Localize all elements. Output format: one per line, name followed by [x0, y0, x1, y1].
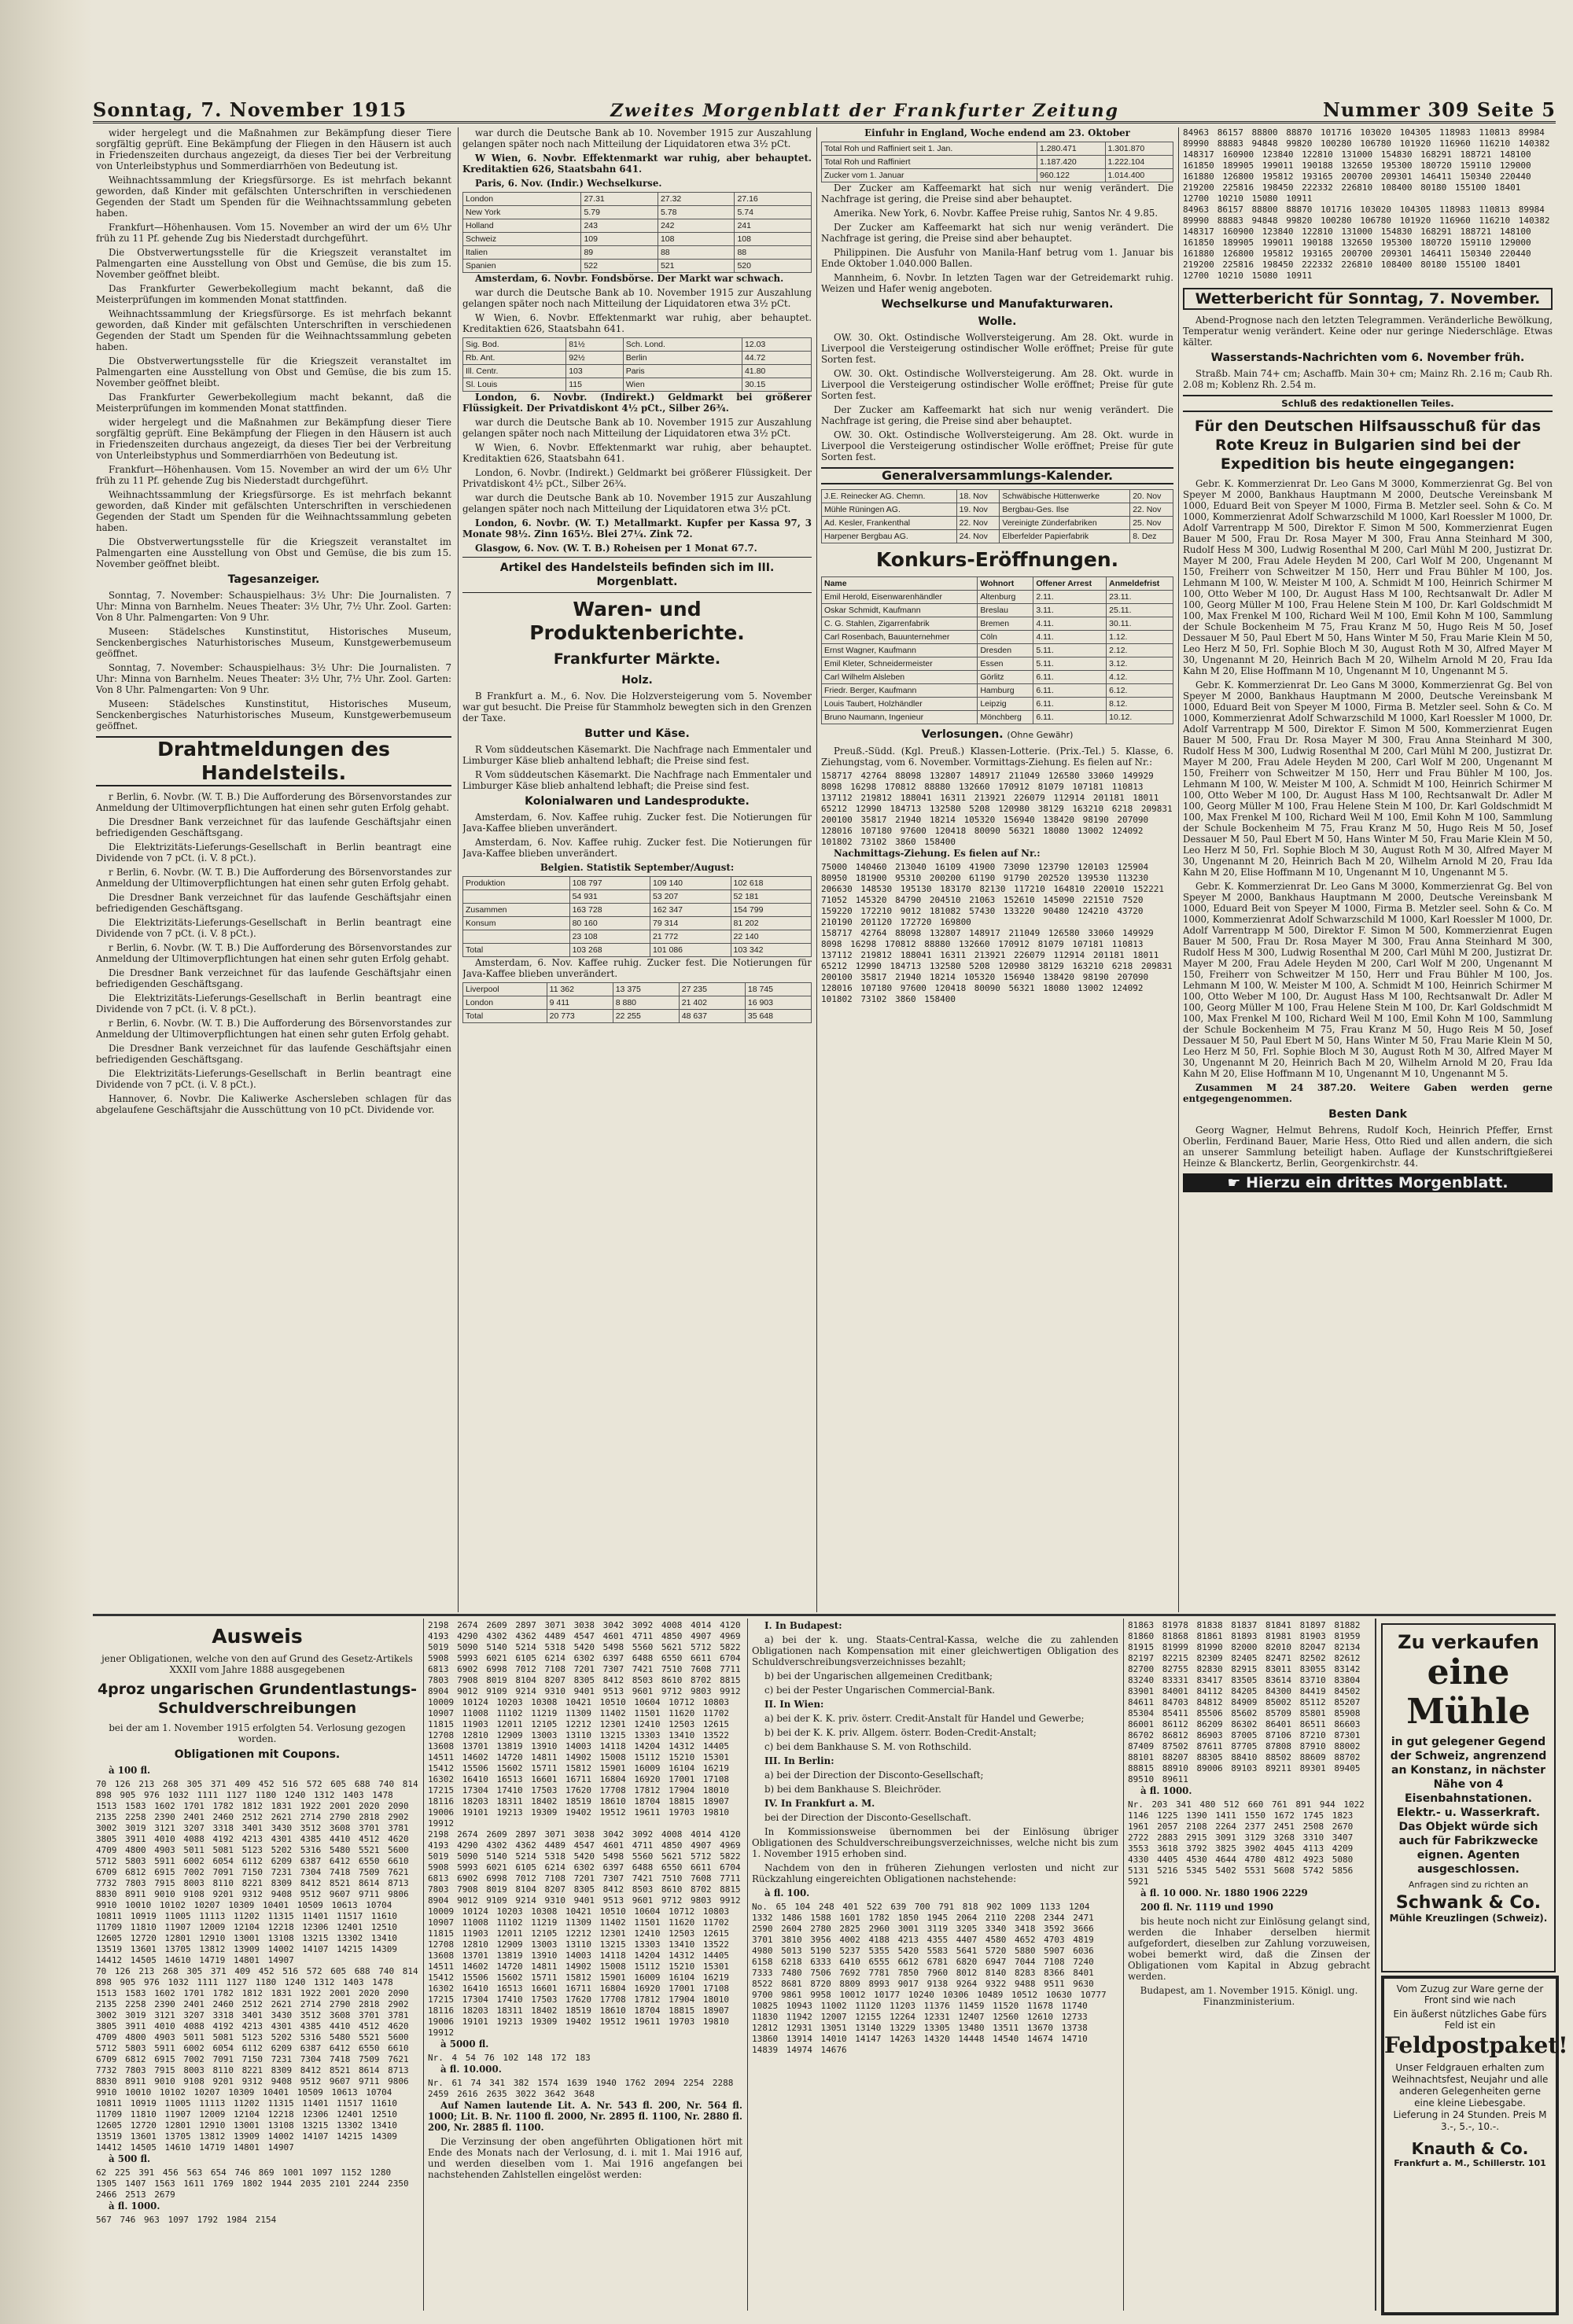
konkurs-row — [822, 711, 1173, 724]
konkurs-row — [822, 657, 1173, 671]
denomination-10000: à fl. 10.000. — [440, 2064, 502, 2075]
spendenliste: Gebr. K. Kommerzienrat Dr. Leo Gans M 3000, Kommerzienrat Gg. Bel von Speyer M 2000, Bankhaus Hauptmann M 2000, Deutsche Vereinsbank M 1000, Eduard Beit von Speyer M 1000, Firma B. Metzler seel. Sohn & Co. M 1000, Kommerzienrat Adolf Schwarzschild M 1000, Karl Roessler M 1000, Dr. Adolf Varrentrapp M 500, Direktor F. Simon M 500, Kommerzienrat Eugen Bauer M 500, Frau Dr. Rosa Mayer M 300, Frau Anna Steinhard M 300, Rudolf Hess M 300, Ludwig Rosenthal M 200, Carl Mühl M 200, Justizrat Dr. Mayer M 200, Frau Adele Heyden M 200, Carl Wolf M 200, Ungenannt M 150, Freiherr von Schweitzer M 150, Herr und Frau Bühler M 100, Jos. Lehmann M 100, W. Meister M 100, A. Schmidt M 100, Heinrich Schirmer M 100, Otto Weber M 100, Dr. August Hass M 100, Rechtsanwalt Dr. Adler M 100, Georg Müller M 100, Frau Helene Stein M 100, Dr. Karl Goldschmidt M 100, Max Frenkel M 100, Richard Weil M 100, Emil Kohn M 100, Sammlung der Schule Bockenheim M 75, Frau Kranz M 50, Hugo Reis M 50, Josef Dessauer M 50, Paul Ebert M 50, Hans Winter M 50, Frau Marie Klein M 50, Leo Herz M 50, Frl. Sophie Bloch M 30, August Roth M 30, Alfred Mayer M 30, Ungenannt M 20, Heinrich Bach M 20, Wilhelm Arnold M 20, Frau Ida Kahn M 20, Elise Hoffmann M 10, Ungenannt M 10, Ungenannt M 5. — [1183, 478, 1553, 676]
table-cell: Emil Kleter, Schneidermeister — [822, 657, 978, 671]
table-cell: Görlitz — [978, 671, 1033, 684]
ad-mid: Ein äußerst nützliches Gabe fürs Feld ist ein — [1393, 2009, 1547, 2031]
konkurs-row — [822, 698, 1173, 711]
table-cell: 8. Dez — [1130, 530, 1173, 543]
general-row — [822, 530, 1173, 543]
einfuhr-heading: Einfuhr in England, Woche endend am 23. Oktober — [864, 127, 1130, 138]
table-cell: 10.12. — [1107, 711, 1173, 724]
coupons-heading: Obligationen mit Coupons. — [174, 1748, 341, 1761]
table-cell: Total Roh und Raffiniert — [822, 156, 1037, 169]
table-cell: Schwäbische Hüttenwerke — [1000, 490, 1130, 503]
table-cell: 18. Nov — [956, 490, 1000, 503]
market-report-paris: Paris, 6. Nov. (Indir.) Wechselkurse. — [475, 178, 662, 189]
tagesanzeiger-text: Museen: Städelsches Kunstinstitut, Historisches Museum, Senckenbergisches Naturhistorisches Museum, Kunstgewerbemuseum geöffnet. — [96, 698, 451, 731]
table-cell: 25. Nov — [1130, 517, 1173, 530]
bond-numbers: 81863 81978 81838 81837 81841 81897 81882 81860 81868 81861 81893 81981 81903 81959 81915 81999 81990 82000 82010 82047 82134 82197 82215 82309 82405 82471 82502 82612 82700 82755 82830 82915 83011 83055 83142 83240 83331 83417 83505 83614 83710 83804 83901 84001 84112 84205 84300 84419 84502 84611 84703 84812 84909 85002 85112 85207 85304 85411 85506 85602 85709 85801 85908 86001 86112 86209 86302 86401 86511 86603 86702 86812 86903 87005 87106 87210 87301 87409 87502 87611 87705 87808 87910 88002 88101 88207 88305 88410 88502 88609 88702 88815 88910 89006 89103 89211 89301 89405 89510 89611 — [1128, 1620, 1361, 1784]
frankfurter-maerkte-heading: Frankfurter Märkte. — [553, 650, 721, 668]
wetterbericht-text: Abend-Prognose nach den letzten Telegrammen. Veränderliche Bewölkung, Temperatur wenig verändert. Keine oder nur geringe Niederschläge. Etwas kälter. — [1183, 315, 1553, 348]
article-paragraph: OW. 30. Okt. Ostindische Wollversteigerung. Am 28. Okt. wurde in Liverpool die Versteigerung ostindischer Wolle eröffnet; Preise für gute Sorten fest. — [821, 368, 1173, 401]
table-cell: Elberfelder Papierfabrik — [1000, 530, 1130, 543]
page-header — [93, 94, 1556, 123]
table-cell: 2.11. — [1033, 591, 1107, 604]
article-paragraph: Die Dresdner Bank verzeichnet für das laufende Geschäftsjahr einen befriedigenden Geschäftsgang. — [96, 967, 451, 989]
ausweis-verlost: bei der am 1. November 1915 erfolgten 54. Verlosung gezogen worden. — [109, 1722, 406, 1744]
article-paragraph: Die Elektrizitäts-Lieferungs-Gesellschaft in Berlin beantragt eine Dividende von 7 pCt. (i. V. 8 pCt.). — [96, 842, 451, 864]
bond-title: 4proz ungarischen Grundentlastungs-Schuldverschreibungen — [97, 1681, 418, 1717]
table-cell: 2.12. — [1107, 644, 1173, 657]
article-paragraph: Die Elektrizitäts-Lieferungs-Gesellschaft in Berlin beantragt eine Dividende von 7 pCt. (i. V. 8 pCt.). — [96, 1068, 451, 1090]
table-cell: Leipzig — [978, 698, 1033, 711]
market-report-amsterdam: Amsterdam, 6. Novbr. Fondsbörse. Der Markt war schwach. — [475, 273, 784, 284]
bond-numbers: 70 126 213 268 305 371 409 452 516 572 605 688 740 814 898 905 976 1032 1111 1127 1180 1240 1312 1403 1478 1513 1583 1602 1701 1782 1812 1831 1922 2001 2020 2090 2135 2258 2390 2401 2460 2512 2621 2714 2790 2818 2902 3002 3019 3121 3207 3318 3401 3430 3512 3608 3701 3781 3805 3911 4010 4088 4192 4213 4301 4385 4410 4512 4620 4709 4800 4903 5011 5081 5123 5202 5316 5480 5521 5600 5712 5803 5911 6002 6054 6112 6209 6387 6412 6550 6610 6709 6812 6915 7002 7091 7150 7231 7304 7418 7509 7621 7732 7803 7915 8003 8110 8221 8309 8412 8521 8614 8713 8830 8911 9010 9108 9201 9312 9408 9512 9607 9711 9806 9910 10010 10102 10207 10309 10401 10509 10613 10704 10811 10919 11005 11113 11202 11315 11401 11517 11610 11709 11810 11907 12009 12104 12218 12306 12401 12510 12605 12720 12801 12910 13001 13108 13215 13302 13410 13519 13601 13705 13812 13909 14002 14107 14215 14309 14412 14505 14610 14719 14801 14907 — [96, 1966, 418, 2153]
ausweis-title: Ausweis — [212, 1625, 303, 1648]
article-paragraph: Die Dresdner Bank verzeichnet für das laufende Geschäftsjahr einen befriedigenden Geschäftsgang. — [96, 892, 451, 914]
ad-feldpost — [1381, 1976, 1568, 2315]
wechsel-heading: Wechselkurse und Manufakturwaren. — [881, 298, 1114, 311]
table-cell: 1.222.104 — [1105, 156, 1173, 169]
ausweis-col-4 — [1128, 1620, 1370, 2311]
table-cell: Cöln — [978, 631, 1033, 644]
zahlstelle-text: b) bei der Ungarischen allgemeinen Creditbank; — [764, 1670, 993, 1681]
dank-text: Georg Wagner, Helmut Behrens, Rudolf Koch, Heinrich Pfeffer, Ernst Oberlin, Ferdinand Bauer, Marie Hess, Otto Ried und allen andern, die sich an unserer Sammlung beteiligt haben. Auflage der Kunstschriftgießerei Heinze & Blanckertz, Berlin, Georgenkirchstr. 44. — [1183, 1125, 1553, 1169]
bond-numbers: 2198 2674 2609 2897 3071 3038 3042 3092 4008 4014 4120 4193 4290 4302 4362 4489 4547 4601 4711 4850 4907 4969 5019 5090 5140 5214 5318 5420 5498 5560 5621 5712 5822 5908 5993 6021 6105 6214 6302 6397 6488 6550 6611 6704 6813 6902 6998 7012 7108 7201 7307 7421 7510 7608 7711 7803 7908 8019 8104 8207 8305 8412 8503 8610 8702 8815 8904 9012 9109 9214 9310 9401 9513 9601 9712 9803 9912 10009 10124 10203 10308 10421 10510 10604 10712 10803 10907 11008 11102 11219 11309 11402 11501 11620 11702 11815 11903 12011 12105 12212 12301 12410 12503 12615 12708 12810 12909 13003 13110 13215 13303 13410 13522 13608 13701 13819 13910 14003 14118 14204 14312 14405 14511 14602 14720 14811 14902 15008 15112 15210 15301 15412 15506 15602 15711 15812 15901 16009 16104 16219 16302 16410 16513 16601 16711 16804 16920 17001 17108 17215 17304 17410 17503 17620 17708 17812 17904 18010 18116 18203 18311 18402 18519 18610 18704 18815 18907 19006 19101 19213 19309 19402 19512 19611 19703 19810 19912 — [428, 1620, 741, 1829]
column-4 — [1183, 127, 1553, 1612]
verlosung-heading — [821, 727, 1173, 742]
article-paragraph: Der Zucker am Kaffeemarkt hat sich nur wenig verändert. Die Nachfrage ist gering, die Preise sind aber behauptet. — [821, 404, 1173, 426]
artikel-notice: Artikel des Handelsteils befinden sich im III. Morgenblatt. — [462, 557, 812, 593]
article-paragraph: Weihnachtssammlung der Kriegsfürsorge. Es ist mehrfach bekannt geworden, daß Kinder mit gefälschten Unterschriften in verschiedenen Gegenden der Stadt um Spenden für die Weihnachtssammlung gebeten haben. — [96, 308, 451, 352]
general-row — [822, 503, 1173, 517]
table-cell: Ernst Wagner, Kaufmann — [822, 644, 978, 657]
general-row — [822, 517, 1173, 530]
lottery-numbers: 75000 140460 213040 16109 41900 73090 123790 120103 125904 80950 181900 95310 200200 61190 91790 202520 139530 113230 206630 148530 195130 183170 82130 117210 164810 220010 152221 71052 145320 84790 204510 21063 152610 145090 221510 7520 159220 172210 9012 181082 57430 133220 90480 124210 43720 210190 201120 172720 169800 — [821, 862, 1164, 927]
table-cell: Hamburg — [978, 684, 1033, 698]
bond-numbers: 2198 2674 2609 2897 3071 3038 3042 3092 4008 4014 4120 4193 4290 4302 4362 4489 4547 4601 4711 4850 4907 4969 5019 5090 5140 5214 5318 5420 5498 5560 5621 5712 5822 5908 5993 6021 6105 6214 6302 6397 6488 6550 6611 6704 6813 6902 6998 7012 7108 7201 7307 7421 7510 7608 7711 7803 7908 8019 8104 8207 8305 8412 8503 8610 8702 8815 8904 9012 9109 9214 9310 9401 9513 9601 9712 9803 9912 10009 10124 10203 10308 10421 10510 10604 10712 10803 10907 11008 11102 11219 11309 11402 11501 11620 11702 11815 11903 12011 12105 12212 12301 12410 12503 12615 12708 12810 12909 13003 13110 13215 13303 13410 13522 13608 13701 13819 13910 14003 14118 14204 14312 14405 14511 14602 14720 14811 14902 15008 15112 15210 15301 15412 15506 15602 15711 15812 15901 16009 16104 16219 16302 16410 16513 16601 16711 16804 16920 17001 17108 17215 17304 17410 17503 17620 17708 17812 17904 18010 18116 18203 18311 18402 18519 18610 18704 18815 18907 19006 19101 19213 19309 19402 19512 19611 19703 19810 19912 — [428, 1829, 741, 2038]
holz-heading: Holz. — [621, 674, 653, 687]
article-paragraph: war durch die Deutsche Bank ab 10. November 1915 zur Auszahlung gelangen später noch nach Mitteilung der Liquidatoren etwa 3½ pCt. — [462, 492, 812, 514]
zahlstelle-berlin: III. In Berlin: — [764, 1755, 834, 1766]
table-cell: 23.11. — [1107, 591, 1173, 604]
table-cell: 1.280.471 — [1037, 142, 1105, 156]
column-3 — [821, 127, 1173, 1612]
table-cell: C. G. Stahlen, Zigarrenfabrik — [822, 617, 978, 631]
table-cell: Essen — [978, 657, 1033, 671]
butter-heading: Butter und Käse. — [584, 727, 690, 740]
wolle-heading: Wolle. — [978, 315, 1017, 328]
column-header: Wohnort — [978, 577, 1033, 591]
article-paragraph: London, 6. Novbr. (Indirekt.) Geldmarkt bei größerer Flüssigkeit. Der Privatdiskont 4½ pCt., Silber 26¾. — [462, 467, 812, 489]
zahlstelle-text: In Kommissionsweise übernommen bei der Einlösung übriger Obligationen des Schuldverschreibungsverzeichnisses, welche nicht bis zum 1. November 1915 erhoben sind. — [752, 1826, 1118, 1859]
article-paragraph: war durch die Deutsche Bank ab 10. November 1915 zur Auszahlung gelangen später noch nach Mitteilung der Liquidatoren etwa 3½ pCt. — [462, 417, 812, 439]
spendenliste: Gebr. K. Kommerzienrat Dr. Leo Gans M 3000, Kommerzienrat Gg. Bel von Speyer M 2000, Bankhaus Hauptmann M 2000, Deutsche Vereinsbank M 1000, Eduard Beit von Speyer M 1000, Firma B. Metzler seel. Sohn & Co. M 1000, Kommerzienrat Adolf Schwarzschild M 1000, Karl Roessler M 1000, Dr. Adolf Varrentrapp M 500, Direktor F. Simon M 500, Kommerzienrat Eugen Bauer M 500, Frau Dr. Rosa Mayer M 300, Frau Anna Steinhard M 300, Rudolf Hess M 300, Ludwig Rosenthal M 200, Carl Mühl M 200, Justizrat Dr. Mayer M 200, Frau Adele Heyden M 200, Carl Wolf M 200, Ungenannt M 150, Freiherr von Schweitzer M 150, Herr und Frau Bühler M 100, Jos. Lehmann M 100, W. Meister M 100, A. Schmidt M 100, Heinrich Schirmer M 100, Otto Weber M 100, Dr. August Hass M 100, Rechtsanwalt Dr. Adler M 100, Georg Müller M 100, Frau Helene Stein M 100, Dr. Karl Goldschmidt M 100, Max Frenkel M 100, Richard Weil M 100, Emil Kohn M 100, Sammlung der Schule Bockenheim M 75, Frau Kranz M 50, Hugo Reis M 50, Josef Dessauer M 50, Paul Ebert M 50, Hans Winter M 50, Frau Marie Klein M 50, Leo Herz M 50, Frl. Sophie Bloch M 30, August Roth M 30, Alfred Mayer M 30, Ungenannt M 20, Heinrich Bach M 20, Wilhelm Arnold M 20, Frau Ida Kahn M 20, Elise Hoffmann M 10, Ungenannt M 10, Ungenannt M 5. — [1183, 881, 1553, 1079]
column-rule — [1375, 1619, 1376, 2311]
table-cell: Zucker vom 1. Januar — [822, 169, 1037, 182]
ausweis-col-1 — [96, 1620, 418, 2311]
ad-big: eine Mühle — [1406, 1652, 1531, 1732]
table-cell: Total Roh und Raffiniert seit 1. Jan. — [822, 142, 1037, 156]
table-cell: Bruno Naumann, Ingenieur — [822, 711, 978, 724]
bond-numbers: Nr. 203 341 480 512 660 761 891 944 1022 1146 1225 1390 1411 1550 1672 1745 1823 1961 2057 2108 2264 2377 2451 2508 2670 2722 2883 2915 3091 3129 3268 3310 3407 3553 3618 3792 3825 3902 4045 4113 4209 4330 4405 4530 4644 4780 4812 4923 5080 5131 5216 5345 5402 5531 5608 5742 5856 5921 — [1128, 1799, 1365, 1887]
column-1 — [96, 127, 451, 1612]
ausweis-sub: jener Obligationen, welche von den auf Grund des Gesetz-Artikels XXXII vom Jahre 1888 ausgegebenen — [101, 1653, 413, 1675]
table-cell: 4.11. — [1033, 617, 1107, 631]
tagesanzeiger-text: Sonntag, 7. November: Schauspielhaus: 3½ Uhr: Die Journalisten. 7 Uhr: Minna von Barnhelm. Neues Theater: 3½ Uhr, 7½ Uhr. Zool. Garten: Von 8 Uhr. Palmengarten: Von 9 Uhr. — [96, 662, 451, 695]
table-cell: 6.11. — [1033, 671, 1107, 684]
article-paragraph: B Frankfurt a. M., 6. Nov. Die Holzversteigerung vom 5. November war gut besucht. Die Preise für Stammholz bewegten sich in den Grenzen der Taxe. — [462, 691, 812, 724]
ad-text: in gut gelegener Gegend der Schweiz, angrenzend an Konstanz, in nächster Nähe von 4 Eisenbahnstationen. Elektr.- u. Wasserkraft. Das Objekt würde sich auch für Fabrikzwecke eignen. Agenten ausgeschlossen. — [1390, 1736, 1547, 1876]
article-paragraph: OW. 30. Okt. Ostindische Wollversteigerung. Am 28. Okt. wurde in Liverpool die Versteigerung ostindischer Wolle eröffnet; Preise für gute Sorten fest. — [821, 332, 1173, 365]
denomination-100: à fl. 100. — [764, 1888, 810, 1899]
zahlstelle-text: c) bei dem Bankhause S. M. von Rothschild. — [764, 1741, 972, 1752]
bond-numbers: Nr. 4 54 76 102 148 172 183 — [428, 2053, 591, 2063]
article-paragraph: Der Zucker am Kaffeemarkt hat sich nur wenig verändert. Die Nachfrage ist gering, die Preise sind aber behauptet. — [821, 182, 1173, 204]
bond-numbers: 70 126 213 268 305 371 409 452 516 572 605 688 740 814 898 905 976 1032 1111 1127 1180 1240 1312 1403 1478 1513 1583 1602 1701 1782 1812 1831 1922 2001 2020 2090 2135 2258 2390 2401 2460 2512 2621 2714 2790 2818 2902 3002 3019 3121 3207 3318 3401 3430 3512 3608 3701 3781 3805 3911 4010 4088 4192 4213 4301 4385 4410 4512 4620 4709 4800 4903 5011 5081 5123 5202 5316 5480 5521 5600 5712 5803 5911 6002 6054 6112 6209 6387 6412 6550 6610 6709 6812 6915 7002 7091 7150 7231 7304 7418 7509 7621 7732 7803 7915 8003 8110 8221 8309 8412 8521 8614 8713 8830 8911 9010 9108 9201 9312 9408 9512 9607 9711 9806 9910 10010 10102 10207 10309 10401 10509 10613 10704 10811 10919 11005 11113 11202 11315 11401 11517 11610 11709 11810 11907 12009 12104 12218 12306 12401 12510 12605 12720 12801 12910 13001 13108 13215 13302 13410 13519 13601 13705 13812 13909 14002 14107 14215 14309 14412 14505 14610 14719 14801 14907 — [96, 1779, 418, 1965]
verlosung-title: Verlosungen. — [921, 728, 1004, 741]
denomination-5000: à 5000 fl. — [440, 2039, 489, 2050]
article-paragraph: Die Dresdner Bank verzeichnet für das laufende Geschäftsjahr einen befriedigenden Geschäftsgang. — [96, 1043, 451, 1065]
zahlstelle-text: b) bei der K. K. priv. Allgem. österr. Boden-Credit-Anstalt; — [764, 1727, 1037, 1738]
generalversammlung-table — [821, 489, 1173, 543]
verlosung-sub: (Ohne Gewähr) — [1007, 730, 1074, 740]
zahlstelle-text: a) bei der K. K. priv. österr. Credit-Anstalt für Handel und Gewerbe; — [764, 1713, 1085, 1724]
article-paragraph: Die Obstverwertungsstelle für die Kriegszeit veranstaltet im Palmengarten eine Ausstellung von Obst und Gemüse, die bis zum 15. November geöffnet bleibt. — [96, 536, 451, 569]
table-cell: Harpener Bergbau AG. — [822, 530, 957, 543]
bond-numbers: 62 225 391 456 563 654 746 869 1001 1097 1152 1280 1305 1407 1563 1611 1769 1802 1944 2035 2101 2244 2350 2466 2513 2679 — [96, 2167, 409, 2200]
ad-top: Zu verkaufen — [1398, 1631, 1539, 1653]
einfuhr-table — [821, 142, 1173, 182]
table-cell: Emil Herold, Eisenwarenhändler — [822, 591, 978, 604]
table-cell: 1.014.400 — [1105, 169, 1173, 182]
zahlstelle-text: a) bei der k. ung. Staats-Central-Kassa, welche die zu zahlenden Obligationen nach Kompensation mit einer gleichwertigen Obligation des Schuldverschreibungsverzeichnisses bezahlt; — [752, 1634, 1118, 1667]
bond-numbers: Nr. 61 74 341 382 1574 1639 1940 1762 2094 2254 2288 2459 2616 2635 3022 3642 3648 — [428, 2078, 734, 2099]
table-cell: Bergbau-Ges. Ilse — [1000, 503, 1130, 517]
header-date: Sonntag, 7. November 1915 — [93, 98, 407, 121]
zahlstelle-text: b) bei dem Bankhause S. Bleichröder. — [764, 1784, 941, 1795]
table-cell: 6.12. — [1107, 684, 1173, 698]
article-paragraph: r Berlin, 6. Novbr. (W. T. B.) Die Aufforderung des Börsenvorstandes zur Anmeldung der Ultimoverpflichtungen hat einen sehr guten Erfolg gehabt. — [96, 791, 451, 813]
table-cell: 1.301.870 — [1105, 142, 1173, 156]
table-cell: Oskar Schmidt, Kaufmann — [822, 604, 978, 617]
konkurs-row — [822, 684, 1173, 698]
konkurs-heading: Konkurs-Eröffnungen. — [875, 548, 1119, 571]
belgien-table: Produktion 108 797 109 140 102 618 54 931 53 207 52 181 Zusammen 163 728 162 347 154 799 Konsum 80 160 79 314 81 202 23 108 21 772 22 140 Total 103 268 101 086 103 342 — [462, 876, 812, 957]
einfuhr-row — [822, 169, 1173, 182]
zahlstelle-budapest: I. In Budapest: — [764, 1620, 842, 1631]
schluss-text: bis heute noch nicht zur Einlösung gelangt sind, werden die Inhaber derselben hiermit aufgefordert, dieselben zur Zahlung vorzuweisen, wobei bemerkt wird, daß die Zinsen der Obligationen vom Kapital in Abzug gebracht werden. — [1128, 1916, 1370, 1982]
konkurs-row — [822, 604, 1173, 617]
table-cell: Altenburg — [978, 591, 1033, 604]
drahtmeldungen-heading: Drahtmeldungen des Handelsteils. — [96, 736, 451, 786]
tagesanzeiger-text: Sonntag, 7. November: Schauspielhaus: 3½ Uhr: Die Journalisten. 7 Uhr: Minna von Barnhelm. Neues Theater: 3½ Uhr, 7½ Uhr. Zool. Garten: Von 8 Uhr. Palmengarten: Von 9 Uhr. — [96, 590, 451, 623]
ad-muehle — [1381, 1623, 1556, 1972]
denomination-1000: à fl. 1000. — [109, 2201, 160, 2212]
ad-firma: Schwank & Co. — [1395, 1893, 1542, 1913]
lottery-numbers: 158717 42764 88098 132807 148917 211049 126580 33060 149929 8098 16298 170812 88880 132660 170912 81079 107181 110813 137112 219812 188041 16311 213921 226079 112914 201181 18011 65212 12990 184713 132580 5208 120980 38129 163210 6218 209831 200100 35817 21940 18214 105320 156940 138420 98190 207090 128016 107180 97600 120418 80090 56321 18080 13002 124092 101802 73102 3860 158400 — [821, 928, 1173, 1004]
table-cell: 3.11. — [1033, 604, 1107, 617]
table-cell: 5.11. — [1033, 644, 1107, 657]
table-cell: 6.11. — [1033, 698, 1107, 711]
ad-top: Vom Zuzug zur Ware gerne der Front sind wie nach — [1396, 1983, 1544, 2005]
zahlstelle-text: bei der Direction der Disconto-Gesellschaft. — [764, 1812, 971, 1823]
denomination-500: à 500 fl. — [109, 2153, 151, 2164]
denomination-100: à 100 fl. — [109, 1765, 151, 1776]
article-paragraph: r Berlin, 6. Novbr. (W. T. B.) Die Aufforderung des Börsenvorstandes zur Anmeldung der Ultimoverpflichtungen hat einen sehr guten Erfolg gehabt. — [96, 867, 451, 889]
table-cell: Friedr. Berger, Kaufmann — [822, 684, 978, 698]
article-paragraph: Frankfurt—Höhenhausen. Vom 15. November an wird der um 6½ Uhr früh zu 11 Pf. gehende Zug bis Niederstadt durchgeführt. — [96, 222, 451, 244]
article-paragraph: R Vom süddeutschen Käsemarkt. Die Nachfrage nach Emmentaler und Limburger Käse blieb anhaltend lebhaft; die Preise sind fest. — [462, 769, 812, 791]
morgenblatt-notice — [1183, 1173, 1553, 1192]
kolonial-heading: Kolonialwaren und Landesprodukte. — [525, 795, 750, 808]
column-rule — [458, 127, 459, 1612]
table-cell: 20. Nov — [1130, 490, 1173, 503]
article-paragraph: r Berlin, 6. Novbr. (W. T. B.) Die Aufforderung des Börsenvorstandes zur Anmeldung der Ultimoverpflichtungen hat einen sehr guten Erfolg gehabt. — [96, 1018, 451, 1040]
article-paragraph: wider hergelegt und die Maßnahmen zur Bekämpfung dieser Tiere sorgfältig geprüft. Eine Bekämpfung der Fliegen in den Häusern ist auch in Friedenszeiten durchaus angezeigt, da dieses Tier bei der Verbreitung von Unterleibstyphus und Sommerdiarrhöen von Bedeutung ist. — [96, 417, 451, 461]
header-masthead: Zweites Morgenblatt der Frankfurter Zeitung — [610, 101, 1120, 121]
column-rule — [1123, 1619, 1124, 2311]
lottery-numbers: 84963 86157 88800 88870 101716 103020 104305 118983 110813 89984 89990 88883 94848 99820 100280 106780 101920 116960 116210 140382 148317 160900 123840 122810 131000 154830 168291 188721 148100 161850 189905 199011 190188 132650 195300 180720 159110 129000 161880 126800 195812 193165 200700 209301 146411 150340 220440 219200 225816 198450 222332 226810 108400 80180 155100 18401 12700 10210 15080 10911 — [1183, 127, 1550, 204]
table-cell: 4.11. — [1033, 631, 1107, 644]
table-cell: 22. Nov — [956, 517, 1000, 530]
article-paragraph: Die Elektrizitäts-Lieferungs-Gesellschaft in Berlin beantragt eine Dividende von 7 pCt. (i. V. 8 pCt.). — [96, 917, 451, 939]
market-report-metals: London, 6. Novbr. (W. T.) Metallmarkt. Kupfer per Kassa 97, 3 Monate 98½. Zinn 165½. Blei 27¼. Zink 72. — [462, 517, 812, 540]
schluss-redaktion: Schluß des redaktionellen Teiles. — [1183, 395, 1553, 412]
table-cell: 19. Nov — [956, 503, 1000, 517]
bond-numbers: 567 746 963 1097 1792 1984 2154 — [96, 2215, 277, 2225]
table-cell: Ad. Kesler, Frankenthal — [822, 517, 957, 530]
article-paragraph: Hannover, 6. Novbr. Die Kaliwerke Aschersleben schlagen für das abgelaufene Geschäftsjahr die Ausschüttung von 10 pCt. Dividende vor. — [96, 1093, 451, 1115]
column-rule — [423, 1619, 424, 2311]
konkurs-row — [822, 671, 1173, 684]
table-cell: 30.11. — [1107, 617, 1173, 631]
table-cell: 25.11. — [1107, 604, 1173, 617]
generalversammlung-heading: Generalversammlungs-Kalender. — [821, 467, 1173, 484]
verlosung-text: Preuß.-Südd. (Kgl. Preuß.) Klassen-Lotterie. (Prix.-Tel.) 5. Klasse, 6. Ziehungstag, vom 6. November. Vormittags-Ziehung. Es fielen auf Nr.: — [821, 746, 1173, 768]
spendenliste: Gebr. K. Kommerzienrat Dr. Leo Gans M 3000, Kommerzienrat Gg. Bel von Speyer M 2000, Bankhaus Hauptmann M 2000, Deutsche Vereinsbank M 1000, Eduard Beit von Speyer M 1000, Firma B. Metzler seel. Sohn & Co. M 1000, Kommerzienrat Adolf Schwarzschild M 1000, Karl Roessler M 1000, Dr. Adolf Varrentrapp M 500, Direktor F. Simon M 500, Kommerzienrat Eugen Bauer M 500, Frau Dr. Rosa Mayer M 300, Frau Anna Steinhard M 300, Rudolf Hess M 300, Ludwig Rosenthal M 200, Carl Mühl M 200, Justizrat Dr. Mayer M 200, Frau Adele Heyden M 200, Carl Wolf M 200, Ungenannt M 150, Freiherr von Schweitzer M 150, Herr und Frau Bühler M 100, Jos. Lehmann M 100, W. Meister M 100, A. Schmidt M 100, Heinrich Schirmer M 100, Otto Weber M 100, Dr. August Hass M 100, Rechtsanwalt Dr. Adler M 100, Georg Müller M 100, Frau Helene Stein M 100, Dr. Karl Goldschmidt M 100, Max Frenkel M 100, Richard Weil M 100, Emil Kohn M 100, Sammlung der Schule Bockenheim M 75, Frau Kranz M 50, Hugo Reis M 50, Josef Dessauer M 50, Paul Ebert M 50, Hans Winter M 50, Frau Marie Klein M 50, Leo Herz M 50, Frl. Sophie Bloch M 30, August Roth M 30, Alfred Mayer M 30, Ungenannt M 20, Heinrich Bach M 20, Wilhelm Arnold M 20, Frau Ida Kahn M 20, Elise Hoffmann M 10, Ungenannt M 10, Ungenannt M 5. — [1183, 680, 1553, 878]
konkurs-row — [822, 617, 1173, 631]
zahlstelle-text: c) bei der Pester Ungarischen Commercial-Bank. — [764, 1685, 996, 1696]
wasserstand-heading: Wasserstands-Nachrichten vom 6. November früh. — [1210, 352, 1525, 364]
article-paragraph: war durch die Deutsche Bank ab 10. November 1915 zur Auszahlung gelangen später noch nach Mitteilung der Liquidatoren etwa 3½ pCt. — [462, 127, 812, 149]
scan-left-edge — [0, 0, 93, 2324]
column-header: Anmeldefrist — [1107, 577, 1173, 591]
article-paragraph: r Berlin, 6. Novbr. (W. T. B.) Die Aufforderung des Börsenvorstandes zur Anmeldung der Ultimoverpflichtungen hat einen sehr guten Erfolg gehabt. — [96, 942, 451, 964]
konkurs-row — [822, 644, 1173, 657]
konkurs-row — [822, 631, 1173, 644]
table-cell: 6.11. — [1033, 684, 1107, 698]
einfuhr-row — [822, 156, 1173, 169]
column-rule — [1178, 127, 1179, 1612]
table-cell: Louis Taubert, Holzhändler — [822, 698, 978, 711]
pointing-hand-icon: ☛ — [1227, 1174, 1247, 1191]
table-cell: Carl Rosenbach, Bauunternehmer — [822, 631, 978, 644]
article-paragraph: W Wien, 6. Novbr. Effektenmarkt war ruhig, aber behauptet. Kreditaktien 626, Staatsbahn 641. — [462, 312, 812, 334]
article-paragraph: Amsterdam, 6. Nov. Kaffee ruhig. Zucker fest. Die Notierungen für Java-Kaffee blieben unverändert. — [462, 837, 812, 859]
nachmittag-heading: Nachmittags-Ziehung. Es fielen auf Nr.: — [834, 848, 1041, 859]
table-cell: Mühle Rüningen AG. — [822, 503, 957, 517]
article-paragraph: W Wien, 6. Novbr. Effektenmarkt war ruhig, aber behauptet. Kreditaktien 626, Staatsbahn 641. — [462, 442, 812, 464]
table-cell: 960.122 — [1037, 169, 1105, 182]
article-paragraph: Mannheim, 6. Novbr. In letzten Tagen war der Getreidemarkt ruhig. Weizen und Hafer wenig angeboten. — [821, 272, 1173, 294]
denomination-1000: à fl. 1000. — [1140, 1785, 1192, 1796]
warenberichte-heading: Waren- und Produktenberichte. — [529, 598, 745, 644]
ad-ort: Mühle Kreuzlingen (Schweiz). — [1389, 1913, 1548, 1924]
zahlstelle-text: a) bei der Direction der Disconto-Gesellschaft; — [764, 1770, 984, 1781]
table-cell: 8.12. — [1107, 698, 1173, 711]
column-rule — [816, 127, 817, 1612]
belgien-heading: Belgien. Statistik September/August: — [540, 862, 735, 873]
wechselkurse-table: London 27.31 27.32 27.16 New York 5.79 5.78 5.74 Holland 243 242 241 Schweiz 109 108 108 Italien 89 88 88 Spanien 522 521 520 — [462, 192, 812, 273]
article-paragraph: Weihnachtssammlung der Kriegsfürsorge. Es ist mehrfach bekannt geworden, daß Kinder mit gefälschten Unterschriften in verschiedenen Gegenden der Stadt um Spenden für die Weihnachtssammlung gebeten haben. — [96, 489, 451, 533]
table-cell: 22. Nov — [1130, 503, 1173, 517]
ad-addr: Frankfurt a. M., Schillerstr. 101 — [1394, 2158, 1546, 2168]
table-cell: J.E. Reinecker AG. Chemn. — [822, 490, 957, 503]
article-paragraph: OW. 30. Okt. Ostindische Wollversteigerung. Am 28. Okt. wurde in Liverpool die Versteigerung ostindischer Wolle eröffnet; Preise für gute Sorten fest. — [821, 429, 1173, 462]
column-2 — [462, 127, 812, 1612]
verzinsung-text: Die Verzinsung der oben angeführten Obligationen hört mit Ende des Monats nach der Verlosung, d. i. mit 1. Mai 1916 auf, und werden dieselben vom 1. Mai 1916 angefangen bei nachstehenden Zahlstellen eingelöst werden: — [428, 2136, 742, 2180]
table-cell: 5.11. — [1033, 657, 1107, 671]
zahlstelle-frankfurt: IV. In Frankfurt a. M. — [764, 1798, 875, 1809]
column-header: Offener Arrest — [1033, 577, 1107, 591]
article-paragraph: Das Frankfurter Gewerbekollegium macht bekannt, daß die Meisterprüfungen im kommenden Monat stattfinden. — [96, 392, 451, 414]
amsterdam-table: Sig. Bod. 81½ Sch. Lond. 12.03 Rb. Ant. 92½ Berlin 44.72 Ill. Centr. 103 Paris 41.80 Sl. Louis 115 Wien 30.15 — [462, 337, 812, 392]
spenden-summe: Zusammen M 24 387.20. Weitere Gaben werden gerne entgegengenommen. — [1183, 1082, 1553, 1104]
ausweis-col-3 — [752, 1620, 1118, 2311]
article-paragraph: Weihnachtssammlung der Kriegsfürsorge. Es ist mehrfach bekannt geworden, daß Kinder mit gefälschten Unterschriften in verschiedenen Gegenden der Stadt um Spenden für die Weihnachtssammlung gebeten haben. — [96, 175, 451, 219]
column-header: Name — [822, 577, 978, 591]
ad-big: Feldpostpaket! — [1384, 2032, 1568, 2058]
article-paragraph: Die Dresdner Bank verzeichnet für das laufende Geschäftsjahr einen befriedigenden Geschäftsgang. — [96, 816, 451, 838]
bond-numbers: No. 65 104 248 401 522 639 700 791 818 902 1009 1133 1204 1332 1486 1588 1601 1782 1850 1945 2064 2110 2208 2344 2471 2590 2604 2780 2825 2960 3001 3119 3205 3340 3418 3592 3666 3701 3810 3956 4002 4188 4213 4355 4407 4580 4652 4703 4819 4980 5013 5190 5237 5355 5420 5583 5641 5720 5880 5907 6036 6158 6218 6333 6410 6555 6612 6781 6820 6947 7044 7108 7240 7333 7480 7506 7692 7781 7850 7960 8012 8140 8283 8366 8401 8522 8681 8720 8809 8993 9017 9138 9264 9322 9488 9511 9630 9700 9861 9958 10012 10177 10240 10306 10489 10512 10630 10777 10825 10943 11002 11120 11203 11376 11459 11520 11678 11740 11830 11942 12007 12155 12264 12331 12407 12560 12610 12733 12812 12931 13051 13140 13229 13305 13480 13511 13670 13738 13860 13914 14010 14147 14263 14320 14448 14540 14674 14710 14839 14974 14676 — [752, 1902, 1107, 2055]
article-paragraph: Die Elektrizitäts-Lieferungs-Gesellschaft in Berlin beantragt eine Dividende von 7 pCt. (i. V. 8 pCt.). — [96, 993, 451, 1015]
namen-obligationen: Auf Namen lautende Lit. A. Nr. 543 fl. 200, Nr. 564 fl. 1000; Lit. B. Nr. 1100 fl. 2000, Nr. 2895 fl. 1100, Nr. 2880 fl. 200, Nr. 2885 fl. 1100. — [428, 2100, 742, 2133]
lottery-numbers: 158717 42764 88098 132807 148917 211049 126580 33060 149929 8098 16298 170812 88880 132660 170912 81079 107181 110813 137112 219812 188041 16311 213921 226079 112914 201181 18011 65212 12990 184713 132580 5208 120980 38129 163210 6218 209831 200100 35817 21940 18214 105320 156940 138420 98190 207090 128016 107180 97600 120418 80090 56321 18080 13002 124092 101802 73102 3860 158400 — [821, 771, 1173, 847]
column-rule — [747, 1619, 748, 2311]
article-paragraph: Amsterdam, 6. Nov. Kaffee ruhig. Zucker fest. Die Notierungen für Java-Kaffee blieben unverändert. — [462, 812, 812, 834]
table-cell: Carl Wilhelm Alsleben — [822, 671, 978, 684]
lottery-numbers: 84963 86157 88800 88870 101716 103020 104305 118983 110813 89984 89990 88883 94848 99820 100280 106780 101920 116960 116210 140382 148317 160900 123840 122810 131000 154830 168291 188721 148100 161850 189905 199011 190188 132650 195300 180720 159110 129000 161880 126800 195812 193165 200700 209301 146411 150340 220440 219200 225816 198450 222332 226810 108400 80180 155100 18401 12700 10210 15080 10911 — [1183, 204, 1550, 281]
konkurs-table — [821, 576, 1173, 724]
table-cell: Dresden — [978, 644, 1033, 657]
zahlstelle-wien: II. In Wien: — [764, 1699, 824, 1710]
article-paragraph: Das Frankfurter Gewerbekollegium macht bekannt, daß die Meisterprüfungen im kommenden Monat stattfinden. — [96, 283, 451, 305]
table-cell: 6.11. — [1033, 711, 1107, 724]
denomination-200: 200 fl. Nr. 1119 und 1990 — [1140, 1902, 1273, 1913]
tagesanzeiger-text: Museen: Städelsches Kunstinstitut, Historisches Museum, Senckenbergisches Naturhistorisches Museum, Kunstgewerbemuseum geöffnet. — [96, 626, 451, 659]
ad-firma: Knauth & Co. — [1411, 2139, 1529, 2158]
table-cell: Vereinigte Zünderfabriken — [1000, 517, 1130, 530]
market-report-london: London, 6. Novbr. (Indirekt.) Geldmarkt bei größerer Flüssigkeit. Der Privatdiskont 4½ pCt., Silber 26¾. — [462, 392, 812, 414]
article-paragraph: Der Zucker am Kaffeemarkt hat sich nur wenig verändert. Die Nachfrage ist gering, die Preise sind aber behauptet. — [821, 222, 1173, 244]
article-paragraph: wider hergelegt und die Maßnahmen zur Bekämpfung dieser Tiere sorgfältig geprüft. Eine Bekämpfung der Fliegen in den Häusern ist auch in Friedenszeiten durchaus angezeigt, da dieses Tier bei der Verbreitung von Unterleibstyphus und Sommerdiarrhöen von Bedeutung ist. — [96, 127, 451, 171]
table-cell: 24. Nov — [956, 530, 1000, 543]
article-paragraph: Amsterdam, 6. Nov. Kaffee ruhig. Zucker fest. Die Notierungen für Java-Kaffee blieben unverändert. — [462, 957, 812, 979]
zahlstelle-text: Nachdem von den in früheren Ziehungen verlosten und nicht zur Rückzahlung eingereichten Obligationen nachstehende: — [752, 1862, 1118, 1884]
article-paragraph: war durch die Deutsche Bank ab 10. November 1915 zur Auszahlung gelangen später noch nach Mitteilung der Liquidatoren etwa 3½ pCt. — [462, 287, 812, 309]
article-paragraph: Die Obstverwertungsstelle für die Kriegszeit veranstaltet im Palmengarten eine Ausstellung von Obst und Gemüse, die bis zum 15. November geöffnet bleibt. — [96, 247, 451, 280]
table-cell: Bremen — [978, 617, 1033, 631]
market-report-glasgow: Glasgow, 6. Nov. (W. T. B.) Roheisen per 1 Monat 67.7. — [475, 543, 757, 554]
market-report-wien: W Wien, 6. Novbr. Effektenmarkt war ruhig, aber behauptet. Kreditaktien 626, Staatsbahn 641. — [462, 153, 812, 175]
unterschrift: Budapest, am 1. November 1915. Königl. ung. Finanzministerium. — [1140, 1985, 1358, 2007]
article-paragraph: Amerika. New York, 6. Novbr. Kaffee Preise ruhig, Santos Nr. 4 9.85. — [834, 208, 1159, 219]
statistik-table: Liverpool 11 362 13 375 27 235 18 745 London 9 411 8 880 21 402 16 903 Total 20 773 22 255 48 637 35 648 — [462, 982, 812, 1023]
general-row — [822, 490, 1173, 503]
table-cell: 4.12. — [1107, 671, 1173, 684]
morgenblatt-label: Hierzu ein drittes Morgenblatt. — [1246, 1174, 1509, 1191]
ad-text: Unser Feldgrauen erhalten zum Weihnachtsfest, Neujahr und alle anderen Gelegenheiten gerne eine kleine Liebesgabe. Lieferung in 24 Stunden. Preis M 3.-, 5.-, 10.-. — [1391, 2062, 1549, 2132]
table-cell: 1.187.420 — [1037, 156, 1105, 169]
section-rule — [93, 1614, 1556, 1616]
denomination-10000: à fl. 10 000. Nr. 1880 1906 2229 — [1140, 1888, 1308, 1899]
article-paragraph: Frankfurt—Höhenhausen. Vom 15. November an wird der um 6½ Uhr früh zu 11 Pf. gehende Zug bis Niederstadt durchgeführt. — [96, 464, 451, 486]
table-cell: 1.12. — [1107, 631, 1173, 644]
article-paragraph: Philippinen. Die Ausfuhr von Manila-Hanf betrug vom 1. Januar bis Ende Oktober 1.040.000 Ballen. — [821, 247, 1173, 269]
table-cell: Breslau — [978, 604, 1033, 617]
konkurs-row — [822, 591, 1173, 604]
dank-heading: Besten Dank — [1328, 1108, 1407, 1121]
tagesanzeiger-heading: Tagesanzeiger. — [227, 573, 320, 586]
ausweis-col-2 — [428, 1620, 742, 2311]
header-issue: Nummer 309 Seite 5 — [1322, 98, 1556, 121]
table-cell: Mönchberg — [978, 711, 1033, 724]
einfuhr-row — [822, 142, 1173, 156]
hilfsausschuss-heading: Für den Deutschen Hilfsausschuß für das Rote Kreuz in Bulgarien sind bei der Expedition bis heute eingegangen: — [1194, 418, 1542, 473]
article-paragraph: R Vom süddeutschen Käsemarkt. Die Nachfrage nach Emmentaler und Limburger Käse blieb anhaltend lebhaft; die Preise sind fest. — [462, 744, 812, 766]
table-cell: 3.12. — [1107, 657, 1173, 671]
article-paragraph: Die Obstverwertungsstelle für die Kriegszeit veranstaltet im Palmengarten eine Ausstellung von Obst und Gemüse, die bis zum 15. November geöffnet bleibt. — [96, 355, 451, 389]
wasserstand-text: Straßb. Main 74+ cm; Aschaffb. Main 30+ cm; Mainz Rh. 2.16 m; Caub Rh. 2.08 m; Koblenz Rh. 2.54 m. — [1183, 368, 1553, 390]
wetterbericht-heading: Wetterbericht für Sonntag, 7. November. — [1183, 288, 1553, 310]
ad-anfragen: Anfragen sind zu richten an — [1408, 1880, 1529, 1890]
